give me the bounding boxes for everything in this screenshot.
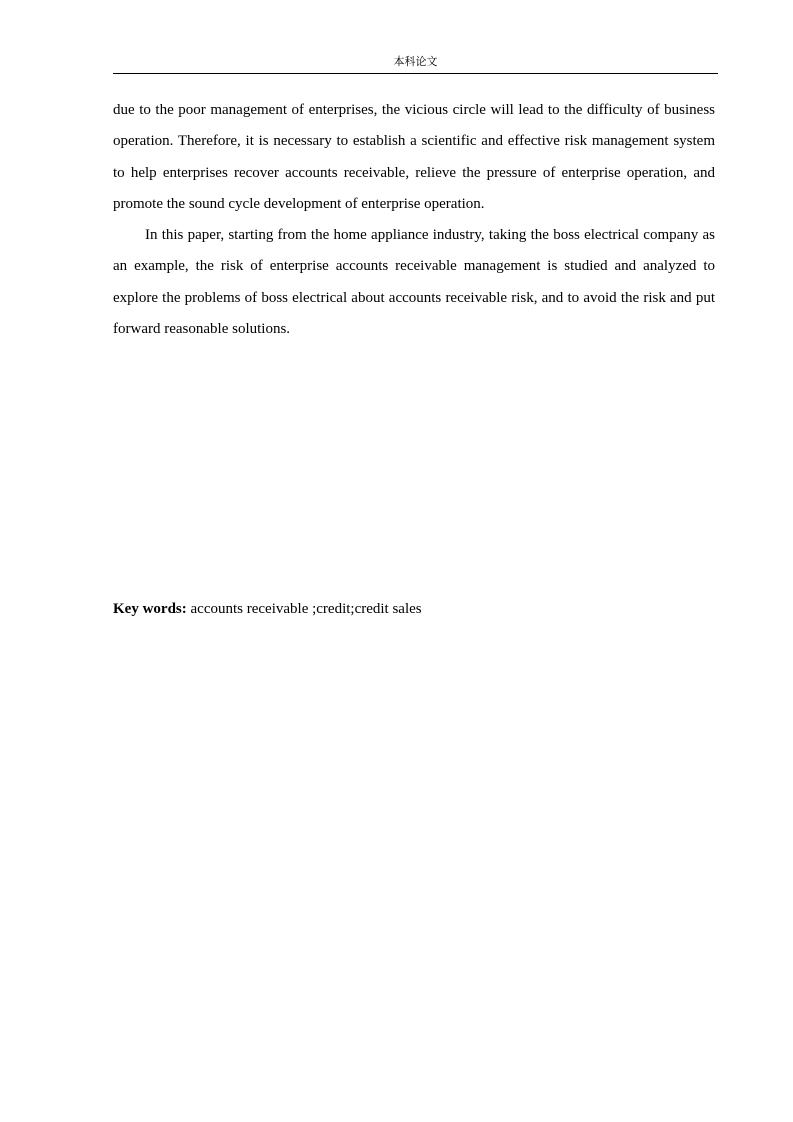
keywords-line	[113, 599, 715, 619]
abstract-body	[113, 95, 715, 345]
keywords-label: Key words:	[113, 601, 187, 617]
keywords-value: accounts receivable ;credit;credit sales	[190, 601, 422, 617]
running-header: 本科论文	[393, 55, 438, 68]
abstract-paragraph: In this paper, starting from the home appliance industry, taking the boss electrical company as an example, the risk of enterprise accounts receivable management is studied and analyzed to explore the problems of boss electrical about accounts receivable risk, and to avoid the risk and put forward reasonable solutions.	[113, 227, 715, 338]
header-divider	[113, 73, 718, 74]
abstract-paragraph: due to the poor management of enterprises, the vicious circle will lead to the difficulty of business operation. Therefore, it is necessary to establish a scientific and effective risk management system to help enterprises recover accounts receivable, relieve the pressure of enterprise operation, and promote the sound cycle development of enterprise operation.	[113, 102, 715, 212]
